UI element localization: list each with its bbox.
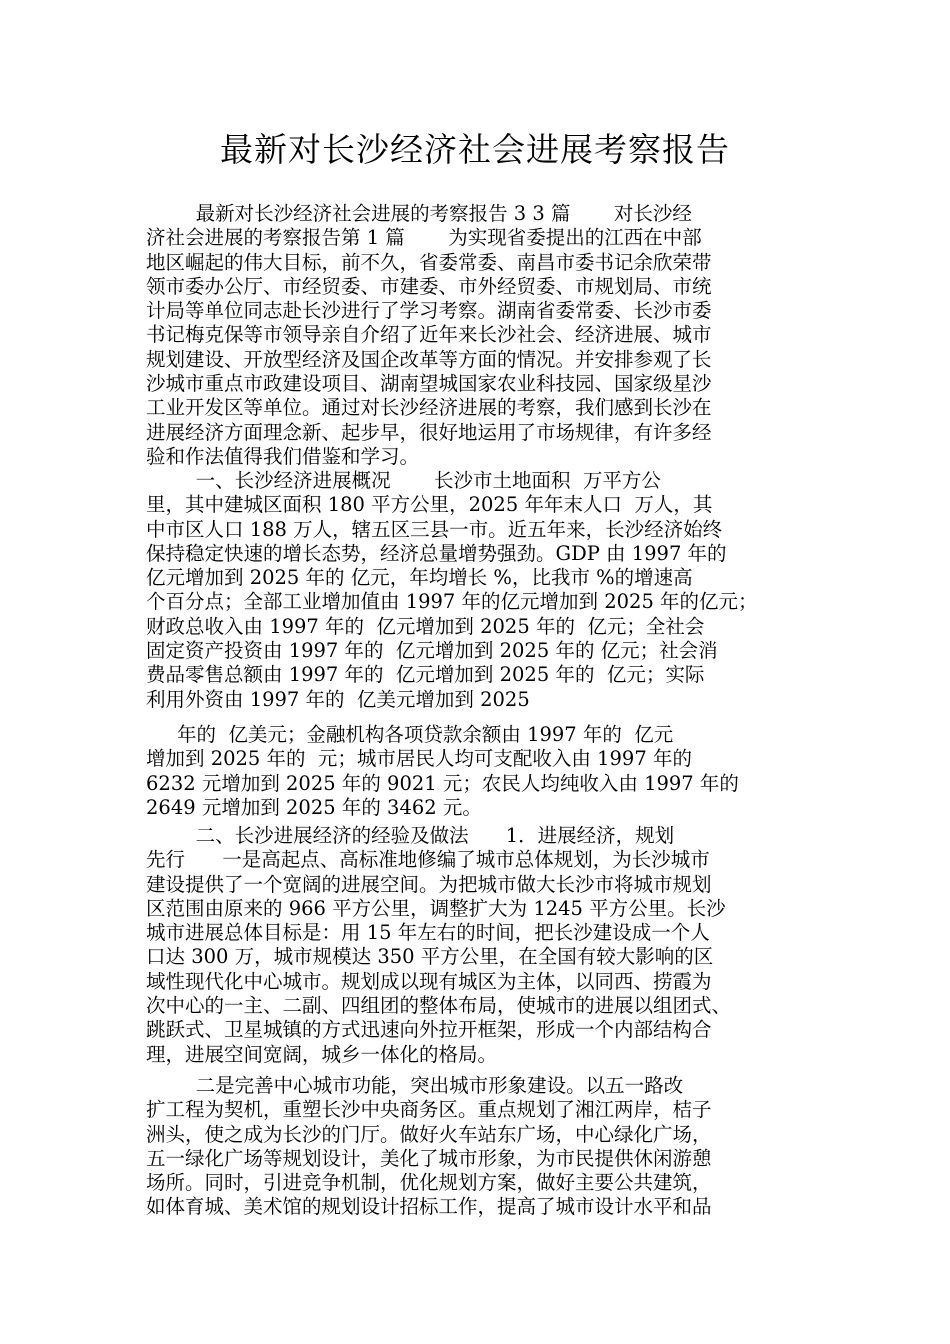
text-line: 口达 300 万，城市规模达 350 平方公里，在全国有较大影响的区 bbox=[146, 945, 714, 969]
text-line: 6232 元增加到 2025 年的 9021 元；农民人均纯收入由 1997 年的 bbox=[146, 771, 739, 795]
text-line: 先行 一是高起点、高标准地修编了城市总体规划，为长沙城市 bbox=[146, 848, 710, 872]
text-line: 沙城市重点市政建设项目、湖南望城国家农业科技园、国家级星沙 bbox=[146, 372, 712, 396]
paragraph-intro bbox=[146, 202, 816, 469]
text-line: 个百分点；全部工业增加值由 1997 年的亿元增加到 2025 年的亿元； bbox=[146, 590, 758, 614]
text-line: 建设提供了一个宽阔的进展空间。为把城市做大长沙市将城市规划 bbox=[146, 872, 712, 896]
text-line: 书记梅克保等市领导亲自介绍了近年来长沙社会、经济进展、城市 bbox=[146, 323, 712, 347]
text-line: 地区崛起的伟大目标，前不久，省委常委、南昌市委书记余欣荣带 bbox=[146, 250, 712, 274]
text-line: 济社会进展的考察报告第 1 篇 为实现省委提出的江西在中部 bbox=[146, 226, 702, 250]
paragraph-city-function bbox=[146, 1074, 816, 1220]
text-line: 域性现代化中心城市。规划成以现有城区为主体，以同西、捞霞为 bbox=[146, 969, 712, 993]
text-line: 如体育城、美术馆的规划设计招标工作，提高了城市设计水平和品 bbox=[146, 1195, 712, 1219]
text-line: 理，进展空间宽阔，城乡一体化的格局。 bbox=[146, 1042, 498, 1066]
text-line: 五一绿化广场等规划设计，美化了城市形象，为市民提供休闲游憩 bbox=[146, 1146, 712, 1170]
text-line: 一、长沙经济进展概况 长沙市土地面积 万平方公 bbox=[146, 469, 661, 492]
text-line: 跳跃式、卫星城镇的方式迅速向外拉开框架，形成一个内部结构合 bbox=[146, 1018, 712, 1042]
text-line: 规划建设、开放型经济及国企改革等方面的情况。并安排参观了长 bbox=[146, 347, 712, 371]
text-line: 工业开发区等单位。通过对长沙经济进展的考察，我们感到长沙在 bbox=[146, 396, 712, 420]
text-line: 次中心的一主、二副、四组团的整体布局，使城市的进展以组团式、 bbox=[146, 994, 732, 1018]
text-line: 保持稳定快速的增长态势，经济总量增势强劲。GDP 由 1997 年的 bbox=[146, 541, 727, 565]
text-line: 年的 亿美元；金融机构各项贷款余额由 1997 年的 亿元 bbox=[146, 723, 674, 746]
text-line: 洲头，使之成为长沙的门厅。做好火车站东广场，中心绿化广场， bbox=[146, 1122, 712, 1146]
paragraph-overview bbox=[146, 469, 816, 712]
text-line: 二、长沙进展经济的经验及做法 1．进展经济，规划 bbox=[146, 824, 675, 847]
text-line: 增加到 2025 年的 元；城市居民人均可支配收入由 1997 年的 bbox=[146, 747, 692, 771]
text-line: 中市区人口 188 万人，辖五区三县一市。近五年来，长沙经济始终 bbox=[146, 517, 723, 541]
text-line: 最新对长沙经济社会进展的考察报告 3 3 篇 对长沙经 bbox=[146, 202, 692, 225]
text-line: 场所。同时，引进竞争机制，优化规划方案，做好主要公共建筑， bbox=[146, 1171, 712, 1195]
text-line: 亿元增加到 2025 年的 亿元，年均增长 %，比我市 %的增速高 bbox=[146, 566, 693, 590]
text-line: 二是完善中心城市功能，突出城市形象建设。以五一路改 bbox=[146, 1074, 684, 1097]
text-line: 利用外资由 1997 年的 亿美元增加到 2025 bbox=[146, 687, 530, 711]
paragraph-experience bbox=[146, 824, 816, 1067]
text-line: 验和作法值得我们借鉴和学习。 bbox=[146, 444, 420, 468]
text-line: 里，其中建城区面积 180 平方公里，2025 年年末人口 万人，其 bbox=[146, 493, 713, 517]
text-line: 扩工程为契机，重塑长沙中央商务区。重点规划了湘江两岸，桔子 bbox=[146, 1098, 712, 1122]
text-line: 计局等单位同志赴长沙进行了学习考察。湖南省委常委、长沙市委 bbox=[146, 299, 712, 323]
text-line: 财政总收入由 1997 年的 亿元增加到 2025 年的 亿元；全社会 bbox=[146, 614, 705, 638]
document-title: 最新对长沙经济社会进展考察报告 bbox=[220, 130, 730, 169]
text-line: 城市进展总体目标是：用 15 年左右的时间，把长沙建设成一个人 bbox=[146, 921, 710, 945]
text-line: 领市委办公厅、市经贸委、市建委、市外经贸委、市规划局、市统 bbox=[146, 274, 712, 298]
text-line: 费品零售总额由 1997 年的 亿元增加到 2025 年的 亿元；实际 bbox=[146, 663, 705, 687]
text-line: 2649 元增加到 2025 年的 3462 元。 bbox=[146, 795, 482, 819]
text-line: 进展经济方面理念新、起步早，很好地运用了市场规律，有许多经 bbox=[146, 420, 712, 444]
text-line: 固定资产投资由 1997 年的 亿元增加到 2025 年的 亿元；社会消 bbox=[146, 639, 718, 663]
paragraph-overview-continued bbox=[146, 723, 816, 820]
text-line: 区范围由原来的 966 平方公里，调整扩大为 1245 平方公里。长沙 bbox=[146, 896, 726, 920]
